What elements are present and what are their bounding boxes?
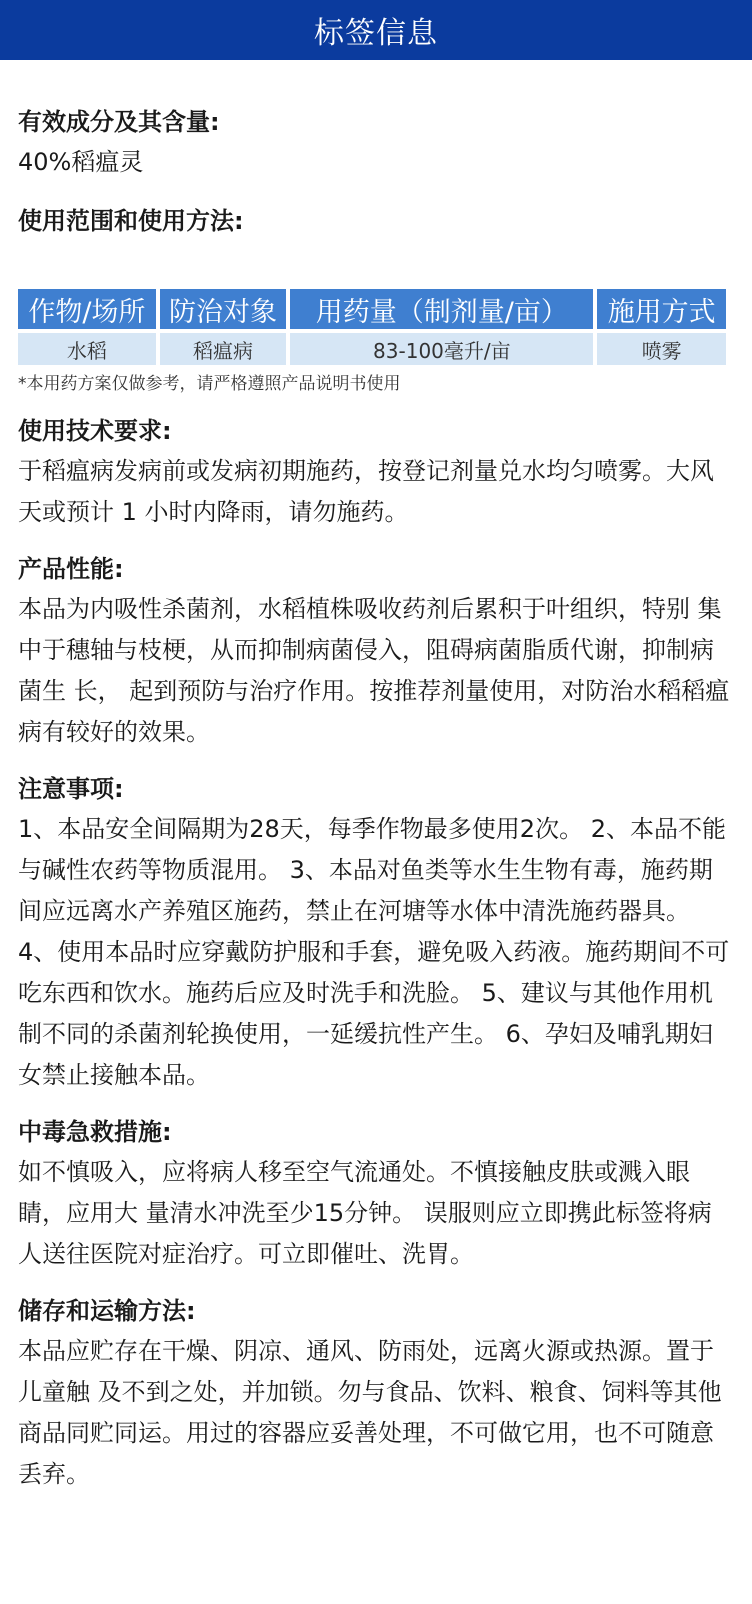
first-aid-text: 如不慎吸入，应将病人移至空气流通处。不慎接触皮肤或溅入眼睛，应用大 量清水冲洗至少15分钟。 误服则应立即携此标签将病人送往医院对症治疗。可立即催吐、洗胃。 [18,1158,712,1268]
precautions-text: 1、本品安全间隔期为28天，每季作物最多使用2次。 2、本品不能与碱性农药等物质混用。 3、本品对鱼类等水生生物有毒，施药期间应远离水产养殖区施药，禁止在河塘等水体中清洗施药器具。 4、使用本品时应穿戴防护服和手套，避免吸入药液。施药期间不可吃东西和饮水。施药后应及时洗手和洗脸。 5、建议与其他作用机制不同的杀菌剂轮换使用，一延缓抗性产生。 6、孕妇及哺乳期妇女禁止接触本品。 [18,815,730,1089]
column-header-dosage: 用药量（制剂量/亩） [290,289,593,329]
usage-scope-label: 使用范围和使用方法: [18,207,244,235]
active-ingredients-label: 有效成分及其含量: [18,108,220,136]
usage-scope-section [18,201,734,241]
product-performance-section [18,549,734,753]
table-row [18,333,726,365]
active-ingredients-value: 40%稻瘟灵 [18,148,144,176]
product-performance-text: 本品为内吸性杀菌剂，水稻植株吸收药剂后累积于叶组织，特别 集中于穗轴与枝梗，从而抑制病菌侵入，阻碍病菌脂质代谢，抑制病菌生 长， 起到预防与治疗作用。按推荐剂量使用，对防治水稻稻瘟病有较好的效果。 [18,595,730,746]
technical-requirements-text: 于稻瘟病发病前或发病初期施药，按登记剂量兑水均匀喷雾。大风天或预计 1 小时内降雨，请勿施药。 [18,457,714,526]
dosage-table-header-row [18,289,726,329]
cell-target: 稻瘟病 [160,333,287,365]
cell-crop: 水稻 [18,333,156,365]
active-ingredients-section [18,102,734,183]
precautions-section [18,769,734,1096]
technical-requirements-section [18,411,734,533]
column-header-crop: 作物/场所 [18,289,156,329]
cell-method: 喷雾 [597,333,726,365]
column-header-method: 施用方式 [597,289,726,329]
product-performance-label: 产品性能: [18,555,124,583]
cell-dosage: 83-100毫升/亩 [290,333,593,365]
page-header [0,0,752,60]
technical-requirements-label: 使用技术要求: [18,417,172,445]
dosage-table-note: *本用药方案仅做参考，请严格遵照产品说明书使用 [18,374,401,394]
first-aid-label: 中毒急救措施: [18,1118,172,1146]
storage-text: 本品应贮存在干燥、阴凉、通风、防雨处，远离火源或热源。置于儿童触 及不到之处，并加锁。勿与食品、饮料、粮食、饲料等其他商品同贮同运。用过的容器应妥善处理，不可做它用，也不可随意丢弃。 [18,1337,722,1488]
storage-section [18,1291,734,1495]
first-aid-section [18,1112,734,1275]
column-header-target: 防治对象 [160,289,287,329]
page-title: 标签信息 [314,16,438,51]
precautions-label: 注意事项: [18,775,124,803]
storage-label: 储存和运输方法: [18,1297,196,1325]
dosage-table [14,285,730,369]
label-content [0,102,752,1495]
